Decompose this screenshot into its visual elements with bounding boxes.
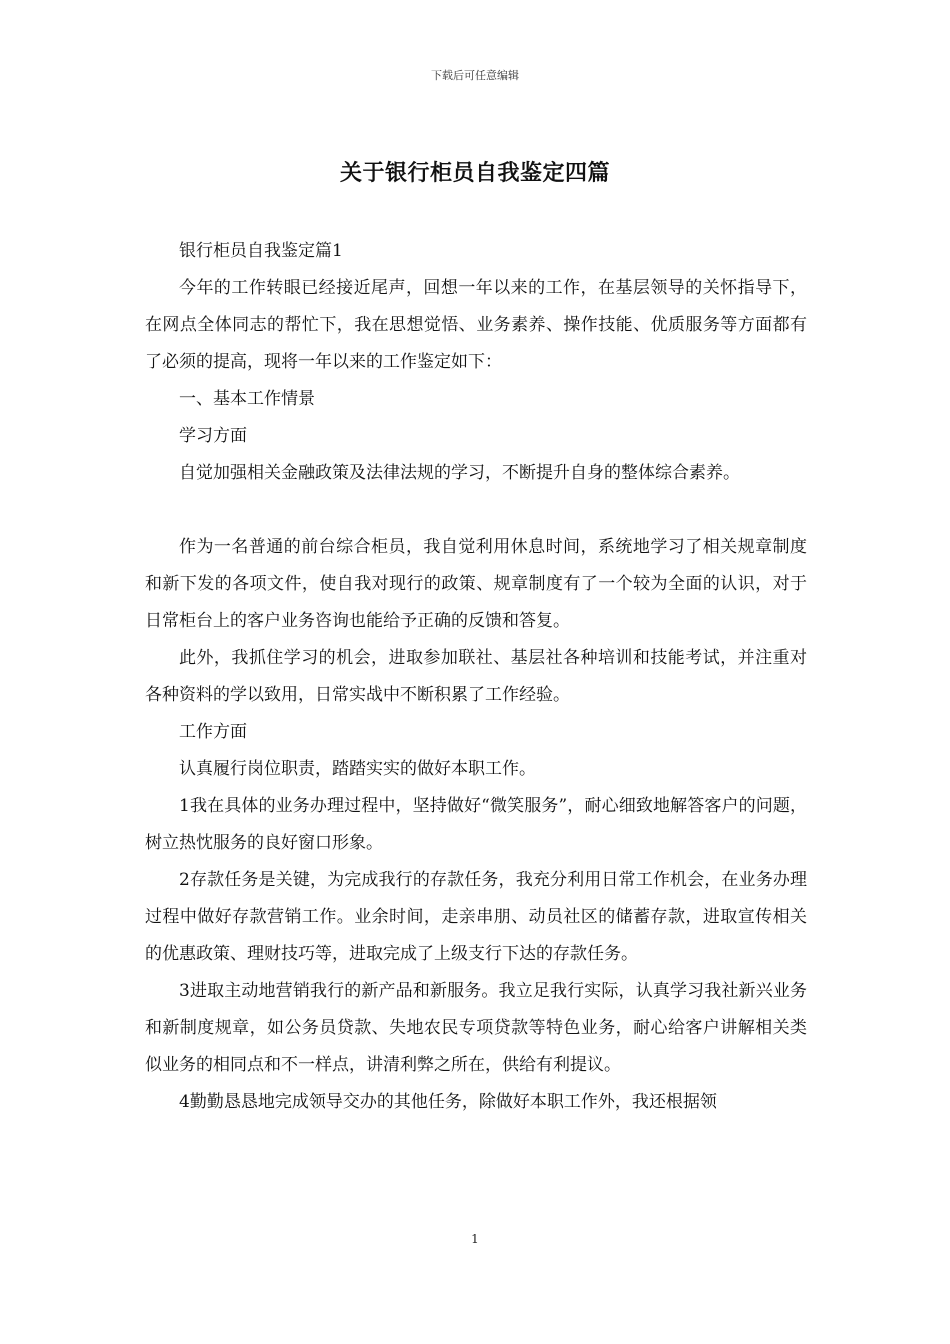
subsection-heading: 一、基本工作情景 <box>179 389 315 409</box>
paragraph: 作为一名普通的前台综合柜员，我自觉利用休息时间，系统地学习了相关规章制度和新下发的各项文件，使自我对现行的政策、规章制度有了一个较为全面的认识，对于日常柜台上的客户业务咨询也能给予正确的反馈和答复。 <box>145 537 807 631</box>
list-item: 1我在具体的业务办理过程中，坚持做好“微笑服务”，耐心细致地解答客户的问题，树立热忱服务的良好窗口形象。 <box>145 796 807 853</box>
paragraph: 此外，我抓住学习的机会，进取参加联社、基层社各种培训和技能考试，并注重对各种资料的学以致用，日常实战中不断积累了工作经验。 <box>145 648 807 705</box>
paragraph: 自觉加强相关金融政策及法律法规的学习，不断提升自身的整体综合素养。 <box>179 463 740 483</box>
section-heading: 银行柜员自我鉴定篇1 <box>179 241 343 261</box>
list-item: 2存款任务是关键，为完成我行的存款任务，我充分利用日常工作机会，在业务办理过程中做好存款营销工作。业余时间，走亲串朋、动员社区的储蓄存款，进取宣传相关的优惠政策、理财技巧等，进取完成了上级支行下达的存款任务。 <box>145 870 807 964</box>
paragraph: 认真履行岗位职责，踏踏实实的做好本职工作。 <box>179 759 536 779</box>
topic-heading: 工作方面 <box>179 722 247 742</box>
document-title: 关于银行柜员自我鉴定四篇 <box>339 160 610 186</box>
list-item: 4勤勤恳恳地完成领导交办的其他任务，除做好本职工作外，我还根据领 <box>179 1092 717 1112</box>
header-note: 下载后可任意编辑 <box>431 69 519 82</box>
document-body <box>145 233 807 1121</box>
topic-heading: 学习方面 <box>179 426 247 446</box>
paragraph: 今年的工作转眼已经接近尾声，回想一年以来的工作，在基层领导的关怀指导下，在网点全体同志的帮忙下，我在思想觉悟、业务素养、操作技能、优质服务等方面都有了必须的提高，现将一年以来的工作鉴定如下： <box>145 278 807 372</box>
page-number: 1 <box>471 1232 479 1246</box>
list-item: 3进取主动地营销我行的新产品和新服务。我立足我行实际，认真学习我社新兴业务和新制度规章，如公务员贷款、失地农民专项贷款等特色业务，耐心给客户讲解相关类似业务的相同点和不一样点，讲清利弊之所在，供给有利提议。 <box>145 981 807 1075</box>
